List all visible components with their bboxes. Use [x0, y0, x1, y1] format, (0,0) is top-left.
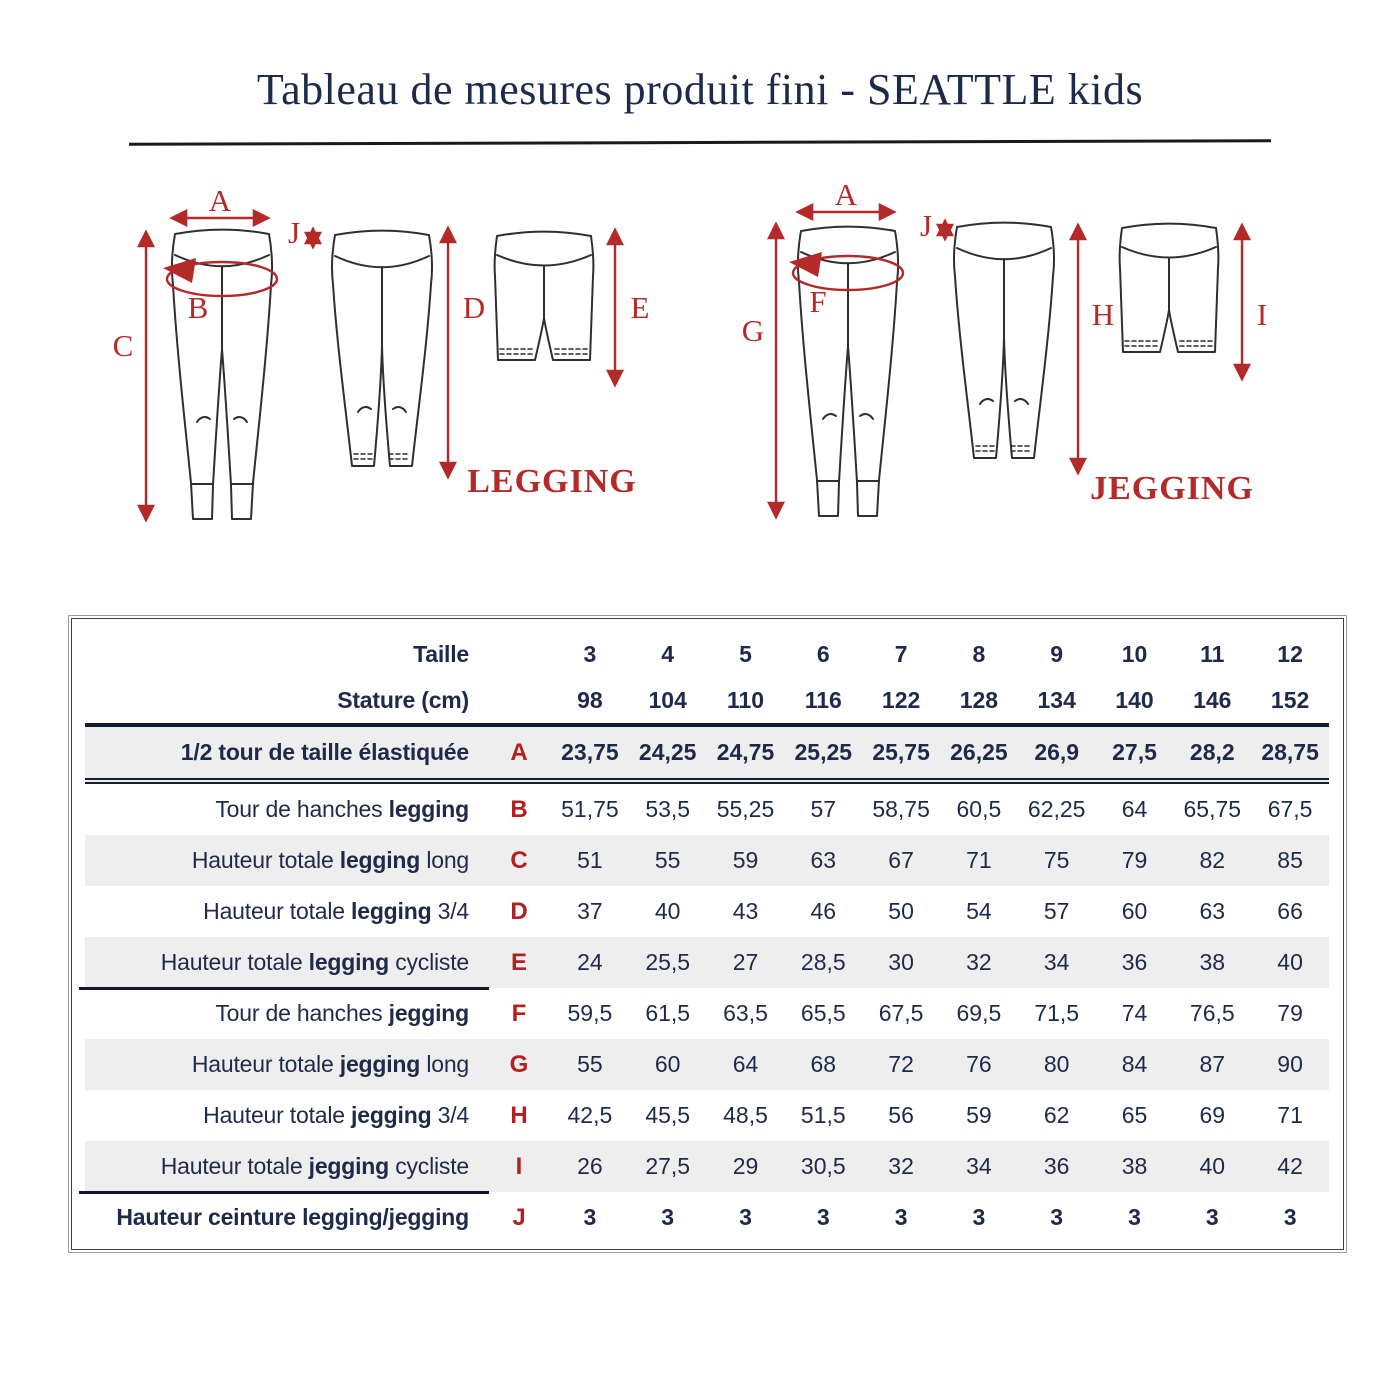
measure-value: 3 [1050, 1204, 1064, 1230]
measure-value: 27,5 [1112, 739, 1157, 765]
jegging-height-34-label: H [1091, 297, 1115, 332]
size-value: 10 [1121, 640, 1148, 667]
measure-value: 51,5 [800, 1102, 846, 1128]
row-label-part: Tour de hanches [215, 1000, 389, 1026]
row-label [85, 1102, 487, 1129]
measure-value: 65,5 [800, 1000, 846, 1026]
measure-row-A [85, 723, 1329, 784]
stature-value: 110 [726, 686, 765, 713]
measure-value: 63,5 [723, 1000, 768, 1026]
row-values [551, 847, 1329, 874]
measure-value: 67,5 [1267, 796, 1313, 822]
row-label-part: jegging [339, 1051, 421, 1077]
measure-value: 34 [1043, 949, 1070, 975]
measure-value: 40 [1199, 1153, 1226, 1179]
measure-value: 66 [1277, 898, 1303, 924]
measure-value: 32 [888, 1153, 914, 1179]
measure-value: 76 [966, 1051, 992, 1077]
measure-row-H [85, 1090, 1329, 1141]
measure-value: 3 [1128, 1204, 1141, 1230]
measure-row-C [85, 835, 1329, 886]
measure-value: 50 [888, 898, 914, 924]
measure-value: 54 [966, 898, 992, 924]
measure-value: 67,5 [878, 1000, 924, 1026]
measure-value: 30,5 [800, 1153, 846, 1179]
table-header-row-taille [85, 631, 1329, 677]
measure-value: 79 [1277, 1000, 1303, 1026]
measure-value: 34 [966, 1153, 992, 1179]
measure-value: 65 [1121, 1102, 1148, 1128]
measure-value: 68 [810, 1051, 837, 1077]
legging-height-cycliste-label: E [630, 290, 650, 325]
measure-value: 72 [888, 1051, 914, 1077]
legging-three-quarter-drawing [332, 231, 432, 467]
measure-value: 57 [1043, 898, 1070, 924]
row-letter: F [511, 999, 527, 1027]
measure-value: 46 [810, 898, 837, 924]
row-label-part: 3/4 [431, 1102, 469, 1128]
row-values [551, 949, 1329, 976]
row-letter: A [510, 738, 528, 766]
measure-value: 36 [1043, 1153, 1070, 1179]
row-label-part: jegging [308, 1153, 389, 1179]
measure-value: 60 [1121, 898, 1148, 924]
measure-value: 56 [888, 1102, 914, 1128]
stature-value: 146 [1193, 686, 1232, 713]
row-label [85, 1000, 487, 1027]
stature-value: 122 [881, 686, 921, 713]
row-label-part: cycliste [389, 1153, 469, 1179]
measure-value: 71 [966, 847, 992, 873]
stature-value: 152 [1270, 686, 1310, 713]
row-values [551, 1051, 1329, 1078]
size-value: 4 [661, 640, 675, 667]
page-title: Tableau de mesures produit fini - SEATTLE kids [256, 65, 1144, 114]
table-header-row-stature [85, 677, 1329, 723]
measure-value: 69,5 [956, 1000, 1002, 1026]
measure-value: 30 [888, 949, 914, 975]
measure-value: 63 [810, 847, 837, 873]
measure-value: 38 [1199, 949, 1226, 975]
measure-row-B [85, 784, 1329, 835]
jegging-waistband-label: J [919, 208, 933, 243]
row-label [85, 739, 487, 766]
measure-value: 85 [1277, 847, 1303, 873]
size-value: 6 [816, 640, 830, 667]
row-letter: I [515, 1152, 523, 1180]
row-values [551, 898, 1329, 925]
measure-rows [85, 723, 1329, 1243]
measure-row-D [85, 886, 1329, 937]
row-label-part: legging [308, 949, 389, 975]
measure-value: 55 [577, 1051, 603, 1077]
measure-value: 3 [1283, 1204, 1297, 1230]
row-label-part: Hauteur ceinture legging/jegging [116, 1204, 469, 1230]
measure-value: 3 [739, 1204, 752, 1230]
measure-value: 51 [577, 847, 603, 873]
measure-value: 71,5 [1034, 1000, 1080, 1026]
measure-value: 63 [1199, 898, 1226, 924]
measure-value: 53,5 [645, 796, 691, 822]
measure-value: 60 [654, 1051, 681, 1077]
row-values [551, 1102, 1329, 1129]
measure-row-I [85, 1141, 1329, 1192]
measure-value: 64 [1121, 796, 1148, 822]
measure-value: 28,2 [1189, 739, 1235, 765]
measure-value: 55 [654, 847, 681, 873]
jegging-height-cycliste-label: I [1256, 297, 1268, 332]
row-label [85, 1204, 487, 1231]
measure-value: 40 [654, 898, 681, 924]
row-label-part: legging [351, 898, 432, 924]
jegging-group [742, 177, 1267, 517]
measure-value: 87 [1199, 1051, 1226, 1077]
row-values [551, 1204, 1329, 1231]
measure-value: 26,25 [950, 739, 1008, 765]
row-letter: B [510, 795, 528, 823]
row-letter: H [510, 1101, 528, 1129]
measure-value: 24,25 [638, 739, 697, 765]
size-value: 11 [1200, 640, 1225, 667]
measure-value: 65,75 [1183, 796, 1242, 822]
row-label [85, 898, 487, 925]
measure-value: 84 [1121, 1051, 1148, 1077]
row-values [551, 1000, 1329, 1027]
measure-value: 80 [1043, 1051, 1070, 1077]
stature-value: 116 [804, 686, 842, 713]
measure-value: 62 [1043, 1102, 1070, 1128]
measure-value: 79 [1121, 847, 1148, 873]
measure-value: 36 [1121, 949, 1148, 975]
measure-row-E [85, 937, 1329, 988]
size-value: 9 [1050, 640, 1064, 667]
measure-value: 3 [972, 1204, 986, 1230]
row-label [85, 1051, 487, 1078]
taille-header-label: Taille [413, 640, 469, 667]
measure-value: 57 [810, 796, 837, 822]
row-label-part: long [420, 847, 469, 873]
measure-row-F [85, 988, 1329, 1039]
size-values [551, 641, 1329, 668]
measure-value: 90 [1277, 1051, 1303, 1077]
measure-value: 76,5 [1189, 1000, 1235, 1026]
row-label-part: long [420, 1051, 469, 1077]
row-letter: J [512, 1203, 526, 1231]
row-label-part: Tour de hanches [215, 796, 389, 822]
stature-header-label: Stature (cm) [337, 686, 469, 713]
measure-value: 3 [583, 1204, 597, 1230]
size-value: 12 [1277, 640, 1303, 667]
legging-waistband-label: J [287, 215, 301, 250]
measure-value: 27,5 [645, 1153, 691, 1179]
legging-group [113, 183, 650, 520]
stature-values [551, 687, 1329, 714]
measure-value: 43 [732, 898, 759, 924]
measure-value: 82 [1199, 847, 1226, 873]
measure-value: 28,5 [800, 949, 846, 975]
measure-value: 42 [1277, 1153, 1303, 1179]
stature-value: 140 [1115, 686, 1154, 713]
size-value: 3 [583, 640, 597, 667]
measure-value: 3 [894, 1204, 908, 1230]
measure-value: 25,75 [872, 739, 930, 765]
measure-value: 26 [577, 1153, 603, 1179]
title-divider [129, 139, 1271, 146]
measure-value: 75 [1043, 847, 1070, 873]
row-letter: G [509, 1050, 529, 1078]
measure-value: 26,9 [1034, 739, 1080, 765]
measure-value: 24,75 [716, 739, 775, 765]
size-value: 7 [894, 640, 908, 667]
measure-value: 32 [966, 949, 992, 975]
measure-value: 69 [1199, 1102, 1226, 1128]
jegging-width-label: A [834, 177, 858, 212]
measure-value: 3 [1205, 1204, 1219, 1230]
measure-row-G [85, 1039, 1329, 1090]
measure-value: 55,25 [716, 796, 775, 822]
row-label-part: jegging [351, 1102, 432, 1128]
measure-row-J [85, 1192, 1329, 1243]
row-letter: E [510, 948, 527, 976]
size-table [71, 618, 1344, 1250]
row-label [85, 847, 487, 874]
row-label-part: Hauteur totale [191, 1051, 340, 1077]
row-values [551, 1153, 1329, 1180]
measure-value: 25,5 [645, 949, 691, 975]
legging-height-long-label: C [112, 328, 134, 363]
row-label-part: Hauteur totale [203, 1102, 352, 1128]
jegging-three-quarter-drawing [954, 223, 1054, 459]
jegging-height-long-label: G [741, 313, 765, 348]
legging-title: LEGGING [467, 463, 637, 500]
row-label [85, 1153, 487, 1180]
size-value: 8 [972, 640, 986, 667]
measure-value: 42,5 [567, 1102, 613, 1128]
measure-value: 28,75 [1261, 739, 1319, 765]
row-label-part: Hauteur totale [160, 949, 309, 975]
row-label [85, 949, 487, 976]
legging-cycliste-drawing [495, 232, 594, 361]
jegging-cycliste-drawing [1120, 224, 1219, 353]
legging-hips-label: B [187, 290, 209, 325]
measure-value: 23,75 [561, 739, 619, 765]
measure-value: 62,25 [1027, 796, 1086, 822]
row-label-part: 3/4 [431, 898, 469, 924]
row-label-part: cycliste [389, 949, 469, 975]
measure-value: 61,5 [645, 1000, 691, 1026]
row-label-part: jegging [388, 1000, 469, 1026]
measure-value: 45,5 [645, 1102, 691, 1128]
measure-value: 67 [888, 847, 914, 873]
measure-value: 59,5 [567, 1000, 613, 1026]
measure-value: 64 [732, 1051, 759, 1077]
measure-value: 37 [577, 898, 603, 924]
measure-value: 29 [732, 1153, 759, 1179]
measure-value: 3 [816, 1204, 830, 1230]
measure-value: 71 [1277, 1102, 1303, 1128]
stature-value: 104 [648, 686, 687, 713]
jegging-hips-label: F [809, 284, 827, 319]
measure-value: 58,75 [872, 796, 930, 822]
measure-value: 25,25 [794, 739, 853, 765]
jegging-title: JEGGING [1090, 470, 1254, 507]
row-label-part: Hauteur totale [191, 847, 340, 873]
size-table-border [68, 615, 1347, 1253]
row-label [85, 796, 487, 823]
measure-value: 74 [1121, 1000, 1148, 1026]
measure-value: 59 [732, 847, 759, 873]
row-letter: C [510, 846, 528, 874]
legging-width-label: A [208, 183, 232, 218]
row-label-part: 1/2 tour de taille élastiquée [180, 739, 469, 765]
measure-value: 48,5 [723, 1102, 768, 1128]
legging-height-34-label: D [462, 290, 486, 325]
stature-value: 128 [959, 686, 999, 713]
measure-value: 24 [577, 949, 603, 975]
measure-value: 38 [1121, 1153, 1148, 1179]
row-label-part: Hauteur totale [203, 898, 352, 924]
measure-value: 3 [661, 1204, 675, 1230]
size-value: 5 [739, 640, 752, 667]
row-values [551, 739, 1329, 766]
stature-value: 98 [577, 686, 603, 713]
row-label-part: legging [339, 847, 421, 873]
measure-value: 40 [1277, 949, 1303, 975]
row-values [551, 796, 1329, 823]
measure-value: 60,5 [956, 796, 1002, 822]
measure-value: 51,75 [561, 796, 619, 822]
measure-value: 27 [732, 949, 759, 975]
measure-value: 59 [966, 1102, 992, 1128]
stature-value: 134 [1037, 686, 1076, 713]
row-label-part: legging [388, 796, 469, 822]
row-label-part: Hauteur totale [160, 1153, 309, 1179]
garment-diagrams [0, 170, 1400, 600]
row-letter: D [510, 897, 528, 925]
